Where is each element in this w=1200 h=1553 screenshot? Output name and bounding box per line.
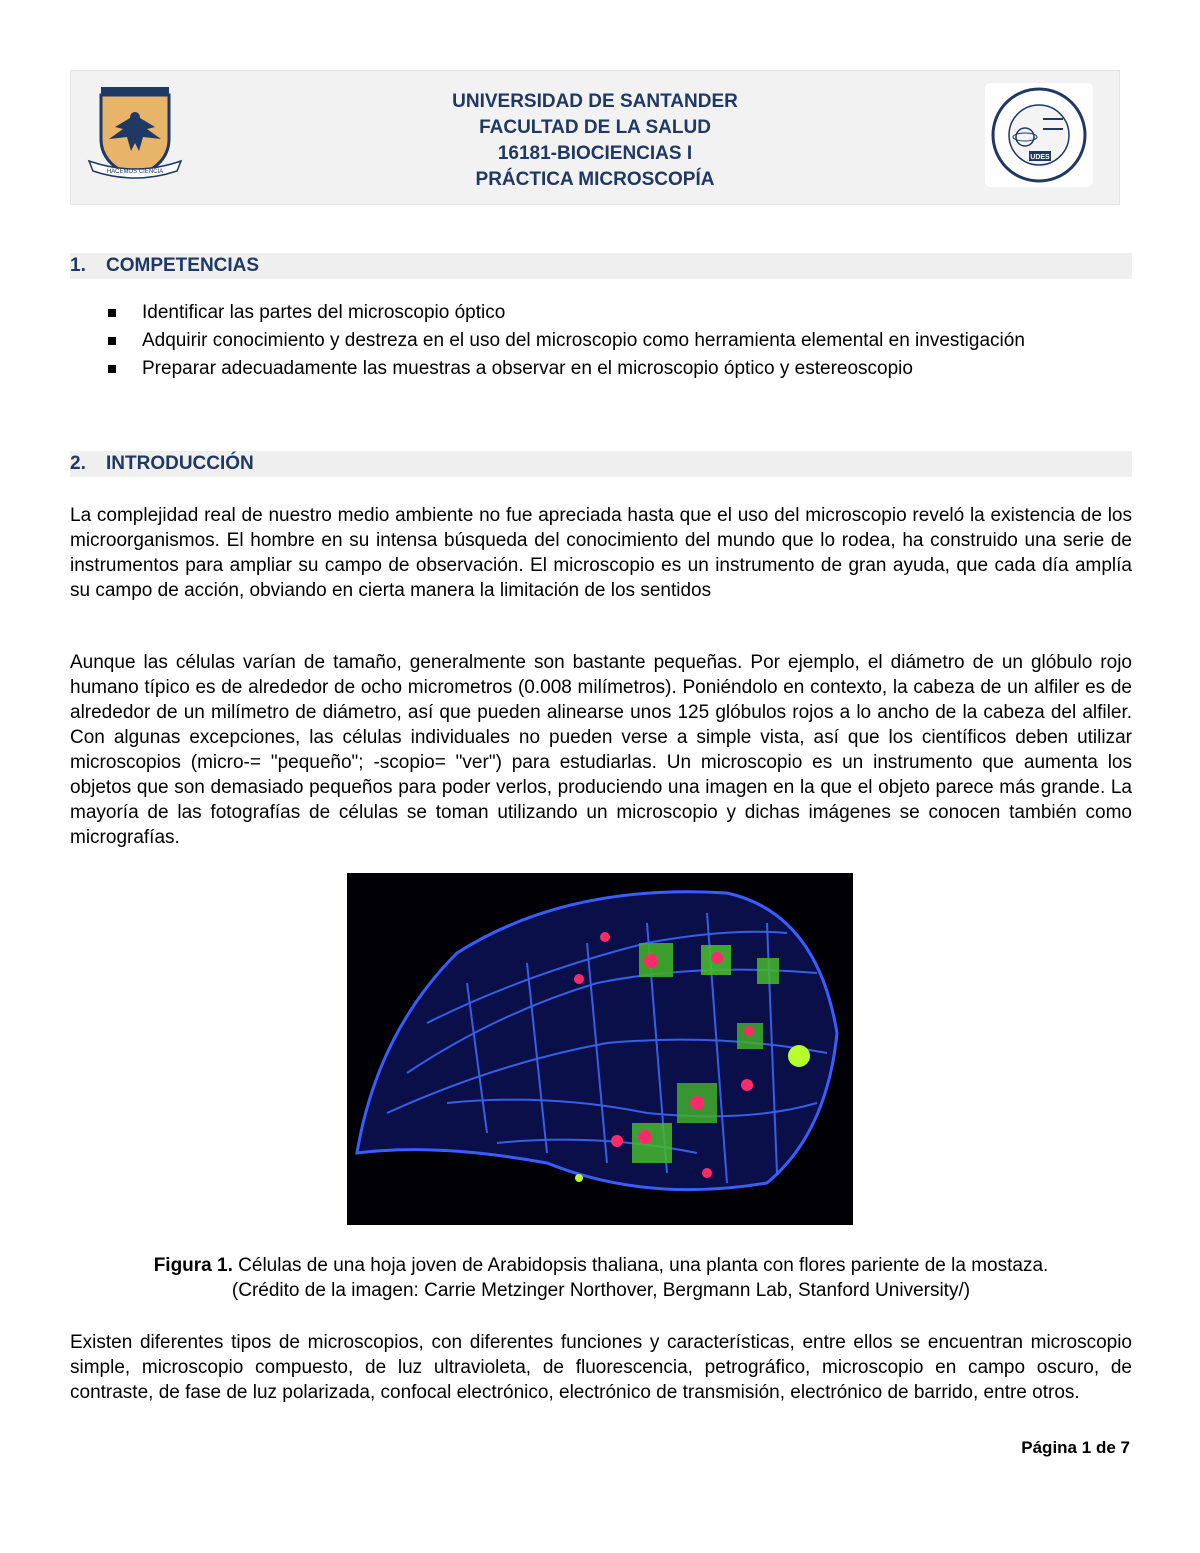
list-item-text: Adquirir conocimiento y destreza en el uso del microscopio como herramienta elemental en investigación (142, 330, 1025, 351)
page-number: 1 (1081, 1438, 1092, 1457)
intro-paragraph-1: La complejidad real de nuestro medio ambiente no fue apreciada hasta que el uso del microscopio reveló la existencia de los microorganismos. El hombre en su intensa búsqueda del conocimiento del mundo que lo rodea, ha construido una serie de instrumentos para ampliar su campo de observación. El microscopio es un instrumento de gran ayuda, que cada día amplía su campo de acción, obviando en cierta manera la limitación de los sentidos (70, 505, 1132, 601)
section-title-text: INTRODUCCIÓN (106, 453, 254, 474)
faculty-name: FACULTAD DE LA SALUD (479, 117, 711, 138)
of-label: de (1095, 1438, 1116, 1457)
section-title-text: COMPETENCIAS (106, 255, 260, 276)
crest-motto: HACEMOS CIENCIA (106, 169, 164, 175)
list-item-text: Identificar las partes del microscopio óptico (142, 302, 506, 323)
course-name: 16181-BIOCIENCIAS I (497, 143, 693, 164)
list-item (70, 328, 1130, 353)
total-pages: 7 (1120, 1438, 1130, 1457)
micrograph-figure (347, 873, 853, 1225)
practice-name: PRÁCTICA MICROSCOPÍA (475, 169, 715, 190)
section-heading-introduccion (70, 451, 1132, 477)
list-item (70, 356, 1130, 381)
figure-caption-text: Células de una hoja joven de Arabidopsis thaliana, una planta con flores pariente de la mostaza. (232, 1255, 1049, 1276)
document-header (70, 70, 1120, 205)
figure-caption (70, 1253, 1132, 1303)
closing-paragraph: Existen diferentes tipos de microscopios, con diferentes funciones y características, entre ellos se encuentran microscopio simple, microscopio compuesto, de luz ultravioleta, de fluorescencia, petrográfico, microscopio en campo oscuro, de contraste, de fase de luz polarizada, confocal electrónico, electrónico de transmisión, electrónico de barrido, entre otros. (70, 1332, 1132, 1403)
page-label: Página (1021, 1438, 1078, 1457)
list-item (70, 300, 1130, 325)
figure-credit: (Crédito de la imagen: Carrie Metzinger Northover, Bergmann Lab, Stanford University/) (231, 1280, 971, 1301)
section-heading-competencias (70, 253, 1132, 279)
page-footer (1021, 1438, 1130, 1458)
section-number: 2. (70, 453, 86, 474)
figure-label: Figura 1. (153, 1255, 233, 1276)
seal-text: UDES (1030, 154, 1050, 161)
bullet-square-icon (108, 309, 116, 317)
competencias-list (70, 300, 1130, 384)
university-name: UNIVERSIDAD DE SANTANDER (452, 91, 738, 112)
bullet-square-icon (108, 365, 116, 373)
header-title-block (71, 89, 1119, 193)
list-item-text: Preparar adecuadamente las muestras a observar en el microscopio óptico y estereoscopio (142, 358, 913, 379)
intro-paragraph-2: Aunque las células varían de tamaño, generalmente son bastante pequeñas. Por ejemplo, el diámetro de un glóbulo rojo humano típico es de alrededor de ocho micrometros (0.008 milímetros). Poniéndolo en contexto, la cabeza de un alfiler es de alrededor de un milímetro de diámetro, así que pueden alinearse unos 125 glóbulos rojos a lo ancho de la cabeza del alfiler. Con algunas excepciones, las células individuales no pueden verse a simple vista, así que los científicos deben utilizar microscopios (micro-= "pequeño"; -scopio= "ver") para estudiarlas. Un microscopio es un instrumento que aumenta los objetos que son demasiado pequeños para poder verlos, produciendo una imagen en la que el objeto parece más grande. La mayoría de las fotografías de células se toman utilizando un microscopio y dichas imágenes se conocen también como micrografías. (70, 652, 1132, 848)
bullet-square-icon (108, 337, 116, 345)
faculty-seal-logo (985, 83, 1093, 187)
caption-line (70, 1253, 1132, 1278)
section-number: 1. (70, 255, 86, 276)
